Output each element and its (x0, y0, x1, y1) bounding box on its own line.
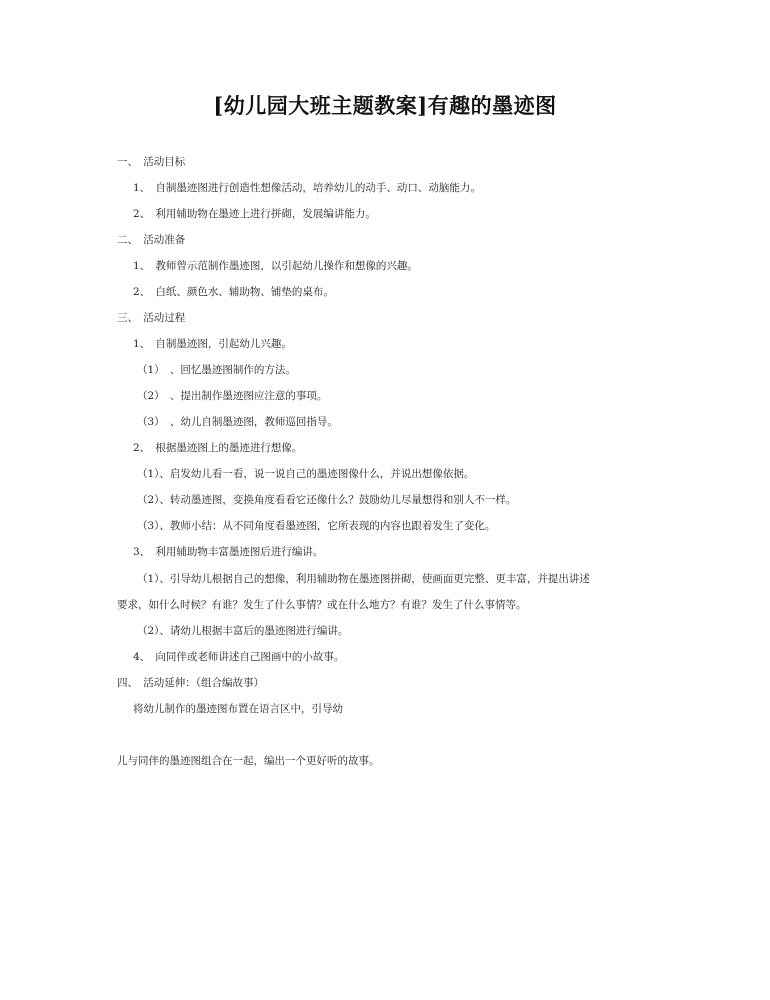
page-title: [幼儿园大班主题教案]有趣的墨迹图 (213, 93, 557, 118)
list-item: 2、 根据墨迹图上的墨迹进行想像。 (133, 442, 303, 454)
section-heading-preparation: 二、 活动准备 (117, 234, 186, 246)
list-item: （2） 、提出制作墨迹图应注意的事项。 (137, 390, 328, 402)
section-heading-goals: 一、 活动目标 (117, 156, 186, 168)
list-item: 3、 利用辅助物丰富墨迹图后进行编讲。 (133, 546, 324, 558)
list-item: 1、 教师曾示范制作墨迹图，以引起幼儿操作和想像的兴趣。 (133, 260, 418, 272)
list-item: 4、 向同伴或老师讲述自己图画中的小故事。 (133, 651, 345, 663)
list-item: （1） 、回忆墨迹图制作的方法。 (137, 364, 296, 376)
list-item: 2、 白纸、颜色水、辅助物、铺垫的桌布。 (133, 286, 334, 298)
list-item: （2）、请幼儿根据丰富后的墨迹图进行编讲。 (137, 625, 349, 637)
paragraph: 将幼儿制作的墨迹图布置在语言区中，引导幼 (133, 703, 343, 715)
list-item: 1、 自制墨迹图进行创造性想像活动，培养幼儿的动手、动口、动脑能力。 (133, 182, 481, 194)
list-item: （1）、启发幼儿看一看，说一说自己的墨迹图像什么，并说出想像依据。 (137, 468, 475, 480)
list-item: （2）、转动墨迹图，变换角度看看它还像什么？鼓励幼儿尽量想得和别人不一样。 (137, 494, 517, 506)
section-heading-extension: 四、 活动延伸：（组合编故事） (117, 677, 264, 689)
list-item-continuation: 要求，如什么时候？有谁？发生了什么事情？或在什么地方？有谁？发生了什么事情等。 (117, 599, 527, 611)
list-item: （3）、教师小结：从不同角度看墨迹图，它所表现的内容也跟着发生了变化。 (137, 520, 496, 532)
section-heading-process: 三、 活动过程 (117, 312, 186, 324)
paragraph-continuation: 儿与同伴的墨迹图组合在一起，编出一个更好听的故事。 (117, 755, 380, 767)
list-item: 2、 利用辅助物在墨迹上进行拼砌，发展编讲能力。 (133, 208, 376, 220)
list-item: 1、 自制墨迹图，引起幼儿兴趣。 (133, 338, 292, 350)
list-item: （1）、引导幼儿根据自己的想像，利用辅助物在墨迹图拼砌，使画面更完整、更丰富，并提出讲述 (137, 573, 590, 585)
list-item: （3） 、幼儿自制墨迹图，教师巡回指导。 (137, 416, 338, 428)
